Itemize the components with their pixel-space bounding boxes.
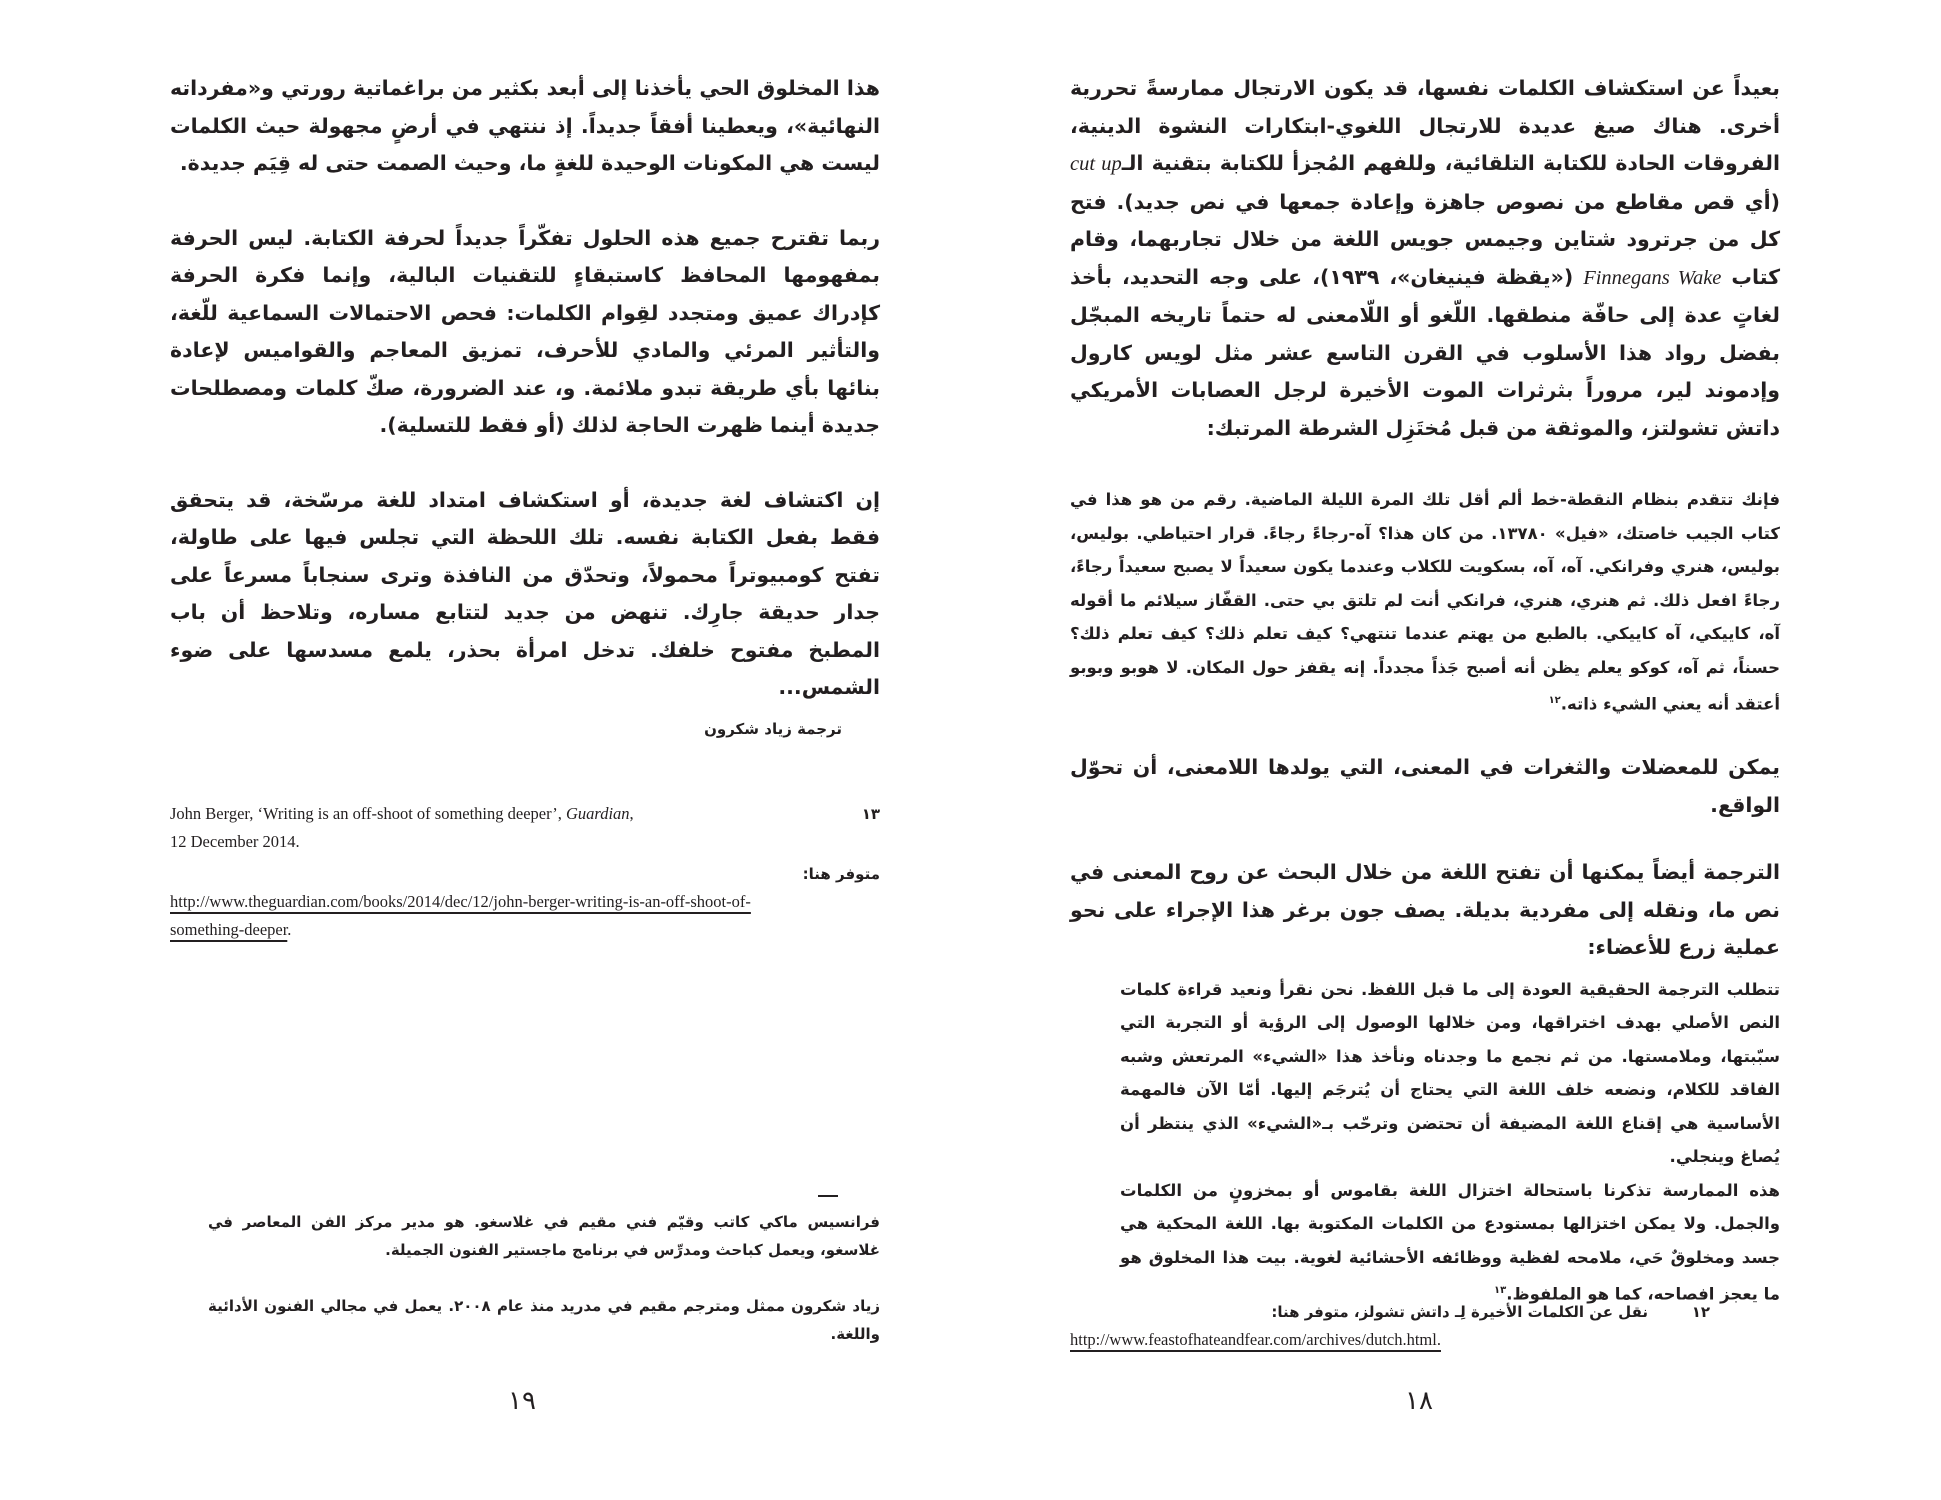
- footnote-13-citation: [170, 800, 818, 856]
- page-number-left: ١٩: [508, 1386, 536, 1416]
- footnote-12-url[interactable]: http://www.feastofhateandfear.com/archives/dutch.html.: [1070, 1330, 1441, 1349]
- footnote-13-row: [170, 800, 880, 856]
- dutch-schultz-quote: [1070, 483, 1780, 721]
- right-page: [970, 0, 1941, 1500]
- right-paragraph-1-text-c: («يقظة فينيغان»، ١٩٣٩)، على وجه التحديد، بأخذ لغاتٍ عدة إلى حافّة منطقها. اللّغو أو اللّامعنى له حتماً تاريخه المبجّل بفضل رواد هذا الأسلوب في القرن التاسع عشر مثل لويس كارول وإدموند لير، مروراً بثرثرات الموت الأخيرة لرجل العصابات الأمريكي داتش تشولتز، والموثقة من قبل مُختَزِل الشرطة المرتبك:: [1070, 264, 1780, 440]
- bio-francis-mckee: فرانسيس ماكي كاتب وقيّم فني مقيم في غلاسغو. هو مدير مركز الفن المعاصر في غلاسغو، ويعمل كباحث ومدرِّس في برنامج ماجستير الفنون الجميلة.: [208, 1213, 880, 1259]
- right-paragraph-1-text-b: (أي قص مقاطع من نصوص جاهزة وإعادة جمعها في نص جديد). فتح كل من جرترود شتاين وجيمس جويس اللغة من خلال تجاربهما، وقام كتاب: [1070, 189, 1780, 289]
- cut-up-term: cut up: [1070, 153, 1122, 175]
- footnote-13-number: ١٣: [861, 805, 880, 823]
- footnote-13-available-label: متوفر هنا:: [802, 865, 880, 883]
- finnegans-wake-title: Finnegans Wake: [1583, 266, 1722, 289]
- footnote-12-url-wrap: [1070, 1326, 1710, 1354]
- footnote-13-url-line1[interactable]: http://www.theguardian.com/books/2014/dec/12/john-berger-writing-is-an-off-shoot-of-: [170, 892, 751, 911]
- left-paragraph-1: هذا المخلوق الحي يأخذنا إلى أبعد بكثير من براغماتية رورتي و«مفرداته النهائية»، ويعطينا أفقاً جديداً. إذ ننتهي في أرضٍ مجهولة حيث الكلمات ليست هي المكونات الوحيدة للغةٍ ما، وحيث الصمت حتى له قِيَم جديدة.: [170, 76, 880, 175]
- footnote-13-date: 12 December 2014.: [170, 832, 300, 851]
- berger-quote-part-2: [1120, 1174, 1780, 1312]
- footnote-13-url-block: [170, 888, 880, 944]
- footnote-ref-12[interactable]: ١٢: [1548, 695, 1561, 706]
- page-number-right: ١٨: [1405, 1386, 1433, 1416]
- footnote-13-citation-text: John Berger, ‘Writing is an off-shoot of something deeper’,: [170, 804, 566, 823]
- left-page: [0, 0, 970, 1500]
- left-paragraph-3: إن اكتشاف لغة جديدة، أو استكشاف امتداد للغة مرسّخة، قد يتحقق فقط بفعل الكتابة نفسه. تلك اللحظة التي تجلس فيها على طاولة، تفتح كومبيوتراً محمولاً، وتحدّق من النافذة وترى سنجاباً مسرعاً على جدار حديقة جارِك. تنهض من جديد لتتابع مساره، وتلاحظ أن باب المطبخ مفتوح خلفك. تدخل امرأة بحذر، يلمع مسدسها على ضوء الشمس...: [170, 487, 880, 699]
- translator-credit: ترجمة زياد شكرون: [704, 720, 842, 738]
- footnote-13-url-line2[interactable]: something-deeper: [170, 920, 288, 939]
- footnote-13-source: Guardian: [565, 804, 630, 823]
- dutch-schultz-quote-text: فإنك تتقدم بنظام النقطة-خط ألم أقل تلك المرة الليلة الماضية. رقم من هو هذا في كتاب الجيب خاصتك، «فيل» ١٣٧٨٠. من كان هذا؟ آه-رجاءً رجاءً. قرار احتياطي. بوليس، بوليس، هنري وفرانكي. آه، آه، بسكويت للكلاب وعندما يكون سعيداً لا يصبح سعيداً رجاءً، رجاءً افعل ذلك. ثم هنري، هنري، فرانكي أنت لم تلتق بي حتى. القفّاز سيلائم ما أقوله آه، كاييكي، آه كاييكي. بالطبع من يهتم عندما تنتهي؟ كيف تعلم ذلك؟ كيف تعلم ذلك؟ حسناً، ثم آه، كوكو يعلم يظن أنه أصبح جَذاً مجدداً. إنه يقفز حول المكان. لا هوبو وبوبو أعتقد أنه يعني الشيء ذاته.: [1070, 490, 1780, 714]
- berger-quote-part-1: تتطلب الترجمة الحقيقية العودة إلى ما قبل اللفظ. نحن نقرأ ونعيد قراءة كلمات النص الأصلي بهدف اختراقها، ومن خلالها الوصول إلى الرؤية أو التجربة التي سبّبتها، وملامستها. من ثم نجمع ما وجدناه ونأخذ هذا «الشيء» المرتعش وشبه الفاقد للكلام، ونضعه خلف اللغة التي يحتاج أن يُترجَم إليها. أمّا الآن فالمهمة الأساسية هي إقناع اللغة المضيفة أن تحتضن وترحّب بـ«الشيء» الذي ينتظر أن يُصاغ وينجلي.: [1120, 979, 1780, 1166]
- right-paragraph-1: [1070, 70, 1780, 447]
- right-body: [1070, 70, 1780, 1311]
- footnote-12-text: نقل عن الكلمات الأخيرة لِـ داتش تشولز، متوفر هنا:: [1271, 1303, 1648, 1321]
- footnote-12: [1070, 1298, 1710, 1354]
- bio-divider: [818, 1195, 838, 1197]
- footnote-ref-13[interactable]: ١٣: [1493, 1285, 1507, 1296]
- left-body: [170, 70, 880, 707]
- footnote-13: [170, 800, 880, 944]
- right-paragraph-3: الترجمة أيضاً يمكنها أن تفتح اللغة من خلال البحث عن روح المعنى في نص ما، ونقله إلى مفردية بديلة. يصف جون برغر هذا الإجراء على نحو عملية زرع للأعضاء:: [1070, 860, 1780, 959]
- left-paragraph-2: ربما تقترح جميع هذه الحلول تفكّراً جديداً لحرفة الكتابة. ليس الحرفة بمفهومها المحافظ كاستبقاءٍ للتقنيات البالية، وإنما فكرة الحرفة كإدراك عميق ومتجدد لقِوام الكلمات: فحص الاحتمالات السماعية للّغة، والتأثير المرئي والمادي للأحرف، تمزيق المعاجم والقواميس لإعادة بنائها بأي طريقة تبدو ملائمة. و، عند الضرورة، صكّ كلمات ومصطلحات جديدة أينما ظهرت الحاجة لذلك (أو فقط للتسلية).: [170, 225, 880, 437]
- footnote-13-url-period: .: [287, 920, 292, 939]
- translator-credit-block: [170, 715, 842, 743]
- berger-quote-part-2-text: هذه الممارسة تذكرنا باستحالة اختزال اللغة بقاموس أو بمخزونٍ من الكلمات والجمل. ولا يمكن اختزالها بمستودع من الكلمات المكتوبة بها. اللغة المحكية هي جسد ومخلوقٌ حَي، ملامحه لفظية ووظائفه الأحشائية لغوية. بيت هذا المخلوق هو ما يعجز افصاحه، كما هو الملفوظ.: [1120, 1180, 1780, 1304]
- bio-ziad-shakroun: زياد شكرون ممثل ومترجم مقيم في مدريد منذ عام ٢٠٠٨. يعمل في مجالي الفنون الأدائية واللغة.: [208, 1297, 880, 1343]
- footnote-13-comma: ,: [629, 804, 634, 823]
- right-paragraph-1-text-a: بعيداً عن استكشاف الكلمات نفسها، قد يكون الارتجال ممارسةً تحررية أخرى. هناك صيغ عديدة للارتجال اللغوي-ابتكارات النشوة الدينية، الفروقات الحادة للكتابة التلقائية، وللفهم المُجزأ للكتابة بتقنية الـ: [1070, 76, 1780, 175]
- bios: [208, 1208, 880, 1348]
- footnote-12-number: ١٢: [1691, 1303, 1710, 1321]
- footnote-12-row: [1070, 1298, 1710, 1326]
- right-paragraph-2: يمكن للمعضلات والثغرات في المعنى، التي يولدها اللامعنى، أن تحوّل الواقع.: [1070, 755, 1780, 817]
